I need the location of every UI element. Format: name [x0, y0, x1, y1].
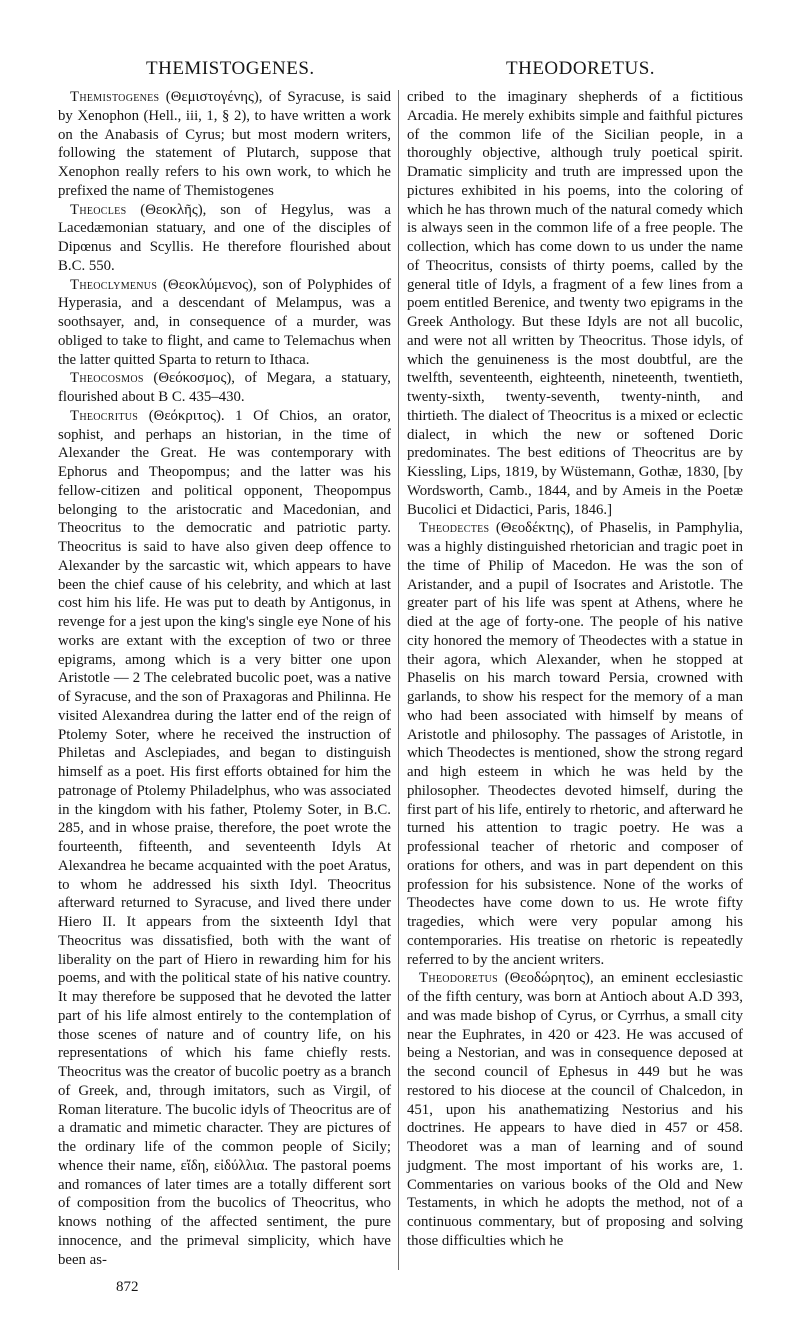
right-column [407, 88, 743, 1251]
entry-text: (Θεοκλῆς), son of Hegylus, was a Lacedæmonian statuary, and one of the disciples of Dipœnus and Scyllis. He therefore flourished about B.C. 550. [58, 201, 391, 274]
header-left: THEMISTOGENES. [146, 58, 315, 79]
left-column [58, 88, 391, 1269]
entry-theocosmos [58, 369, 391, 407]
entry-text: (Θεμιστογένης), of Syracuse, is said by Xenophon (Hell., iii, 1, § 2), to have written a work on the Anabasis of Cyrus; but most modern writers, following the statement of Plutarch, suppose that Xenophon really refers to his own work, to which he prefixed the name of Themistogenes [58, 89, 391, 199]
header-right: THEODORETUS. [506, 58, 656, 79]
entry-theoclymenus [58, 276, 391, 370]
entry-theodectes [407, 519, 743, 969]
headword: Theodoretus [419, 970, 499, 987]
entry-theocles [58, 201, 391, 276]
headword: Theoclymenus [70, 276, 158, 293]
entry-theodoretus [407, 969, 743, 1250]
entry-text: cribed to the imaginary shepherds of a fictitious Arcadia. He merely exhibits simple and faithful pictures of the common life of the Sicilian people, in a thoroughly objective, although truly poetical spirit. Dramatic simplicity and truth are impressed upon the pictures exhibited in his poems, into the coloring of which he has thrown much of the natural comedy which is always seen in the common life of a free people. The collection, which has come down to us under the name of Theocritus, consists of thirty poems, called by the general title of Idyls, a fragment of a few lines from a poem entitled Berenice, and twenty two epigrams in the Greek Anthology. But these Idyls are not all bucolic, and were not all written by Theocritus. Those idyls, of which the genuineness is the most doubtful, are the twelfth, seventeenth, eighteenth, nineteenth, twentieth, twenty-sixth, twenty-seventh, twenty-ninth, and thirtieth. The dialect of Theocritus is a mixed or eclectic dialect, in which the new or softened Doric predominates. The best editions of Theocritus are by Kiessling, Lips, 1819, by Wüstemann, Gothæ, 1830, [by Wordsworth, Camb., 1844, and by Ameis in the Poetæ Bucolici et Didactici, Paris, 1846.] [407, 89, 743, 518]
page-number: 872 [116, 1279, 139, 1295]
entry-text: (Θεοδέκτης), of Phaselis, in Pamphylia, was a highly distinguished rhetorician and tragic poet in the time of Philip of Macedon. He was the son of Aristander, and a pupil of Isocrates and Aristotle. The greater part of his life was spent at Athens, where he died at the age of forty-one. The people of his native city honored the memory of Theodectes with a statue in their agora, which Alexander, when he stopped at Phaselis on his march toward Persia, crowned with garlands, to show his respect for the memory of a man who had been associated with himself by means of Aristotle and philosophy. The passages of Aristotle, in which Theodectes is mentioned, show the strong regard and high esteem in which he was held by the philosopher. Theodectes devoted himself, during the first part of his life, entirely to rhetoric, and afterward he turned his attention to tragic poetry. He was a professional teacher of rhetoric and composer of orations for others, and was in part dependent on this profession for his subsistence. None of the works of Theodectes have come down to us. He wrote fifty tragedies, which were very popular among his contemporaries. His treatise on rhetoric is repeatedly referred to by the ancient writers. [407, 520, 743, 968]
entry-text: (Θεόκοσμος), of Megara, a statuary, flourished about B C. 435–430. [58, 370, 391, 405]
entry-themistogenes [58, 88, 391, 201]
entry-theocritus-continued [407, 88, 743, 519]
entry-text: (Θεόκριτος). 1 Of Chios, an orator, sophist, and perhaps an historian, in the time of Alexander the Great. He was contemporary with Ephorus and Theopompus; and the latter was his fellow-citizen and political opponent, Theopompus belonging to the aristocratic and Macedonian, and Theocritus to the democratic and patriotic party. Theocritus is said to have also given deep offence to Alexander by the sarcastic wit, which appears to have been the chief cause of his celebrity, and which at last cost him his life. He was put to death by Antigonus, in revenge for a jest upon the king's single eye None of his works are extant with the exception of two or three epigrams, among which is a very bitter one upon Aristotle — 2 The celebrated bucolic poet, was a native of Syracuse, and the son of Praxagoras and Philinna. He visited Alexandrea during the latter end of the reign of Ptolemy Soter, where he received the instruction of Philetas and Asclepiades, and began to distinguish himself as a poet. His first efforts obtained for him the patronage of Ptolemy Philadelphus, who was associated in the kingdom with his father, Ptolemy Soter, in B.C. 285, and in whose praise, therefore, the poet wrote the fourteenth, fifteenth, and seventeenth Idyls At Alexandrea he became acquainted with the poet Aratus, to whom he addressed his sixth Idyl. Theocritus afterward returned to Syracuse, and lived there under Hiero II. It appears from the sixteenth Idyl that Theocritus was dissatisfied, both with the want of liberality on the part of Hiero in rewarding him for his poems, and with the political state of his native country. It may therefore be supposed that he devoted the latter part of his life almost entirely to the contemplation of those scenes of nature and of country life, on his representations of which his fame chiefly rests. Theocritus was the creator of bucolic poetry as a branch of Greek, and, through imitators, such as Virgil, of Roman literature. The bucolic idyls of Theocritus are of a dramatic and mimetic character. They are pictures of the ordinary life of the common people of Sicily; whence their name, εἴδη, εἰδύλλια. The pastoral poems and romances of later times are a totally different sort of composition from the bucolics of Theocritus, who knows nothing of the affected sentiment, the pure innocence, and the primeval simplicity, which have been as- [58, 407, 391, 1268]
entry-theocritus [58, 407, 391, 1270]
headword: Themistogenes [70, 89, 160, 105]
entry-text: (Θεοδώρητος), an eminent ecclesiastic of the fifth century, was born at Antioch about A.D 393, and was made bishop of Cyrus, or Cyrrhus, a small city near the Euphrates, in 420 or 423. He was accused of being a Nestorian, and was in consequence deposed at the second council of Ephesus in 449 but he was restored to his diocese at the council of Chalcedon, in 451, upon his anathematizing Nestorius and his doctrines. He appears to have died in 457 or 458. Theodoret was a man of learning and of sound judgment. The most important of his works are, 1. Commentaries on various books of the Old and New Testaments, in which he adopts the method, not of a continuous commentary, but of proposing and solving those difficulties which he [407, 970, 743, 1249]
headword: Theocles [70, 201, 127, 218]
headword: Theodectes [419, 520, 490, 537]
column-divider [398, 90, 399, 1270]
headword: Theocosmos [70, 370, 144, 387]
running-header [40, 58, 760, 86]
entry-text: (Θεοκλύμενος), son of Polyphides of Hyperasia, and a descendant of Melampus, was a soothsayer, and, in consequence of a murder, was obliged to take to flight, and came to Telemachus when the latter quitted Sparta to return to Ithaca. [58, 276, 391, 368]
headword: Theocritus [70, 407, 139, 424]
